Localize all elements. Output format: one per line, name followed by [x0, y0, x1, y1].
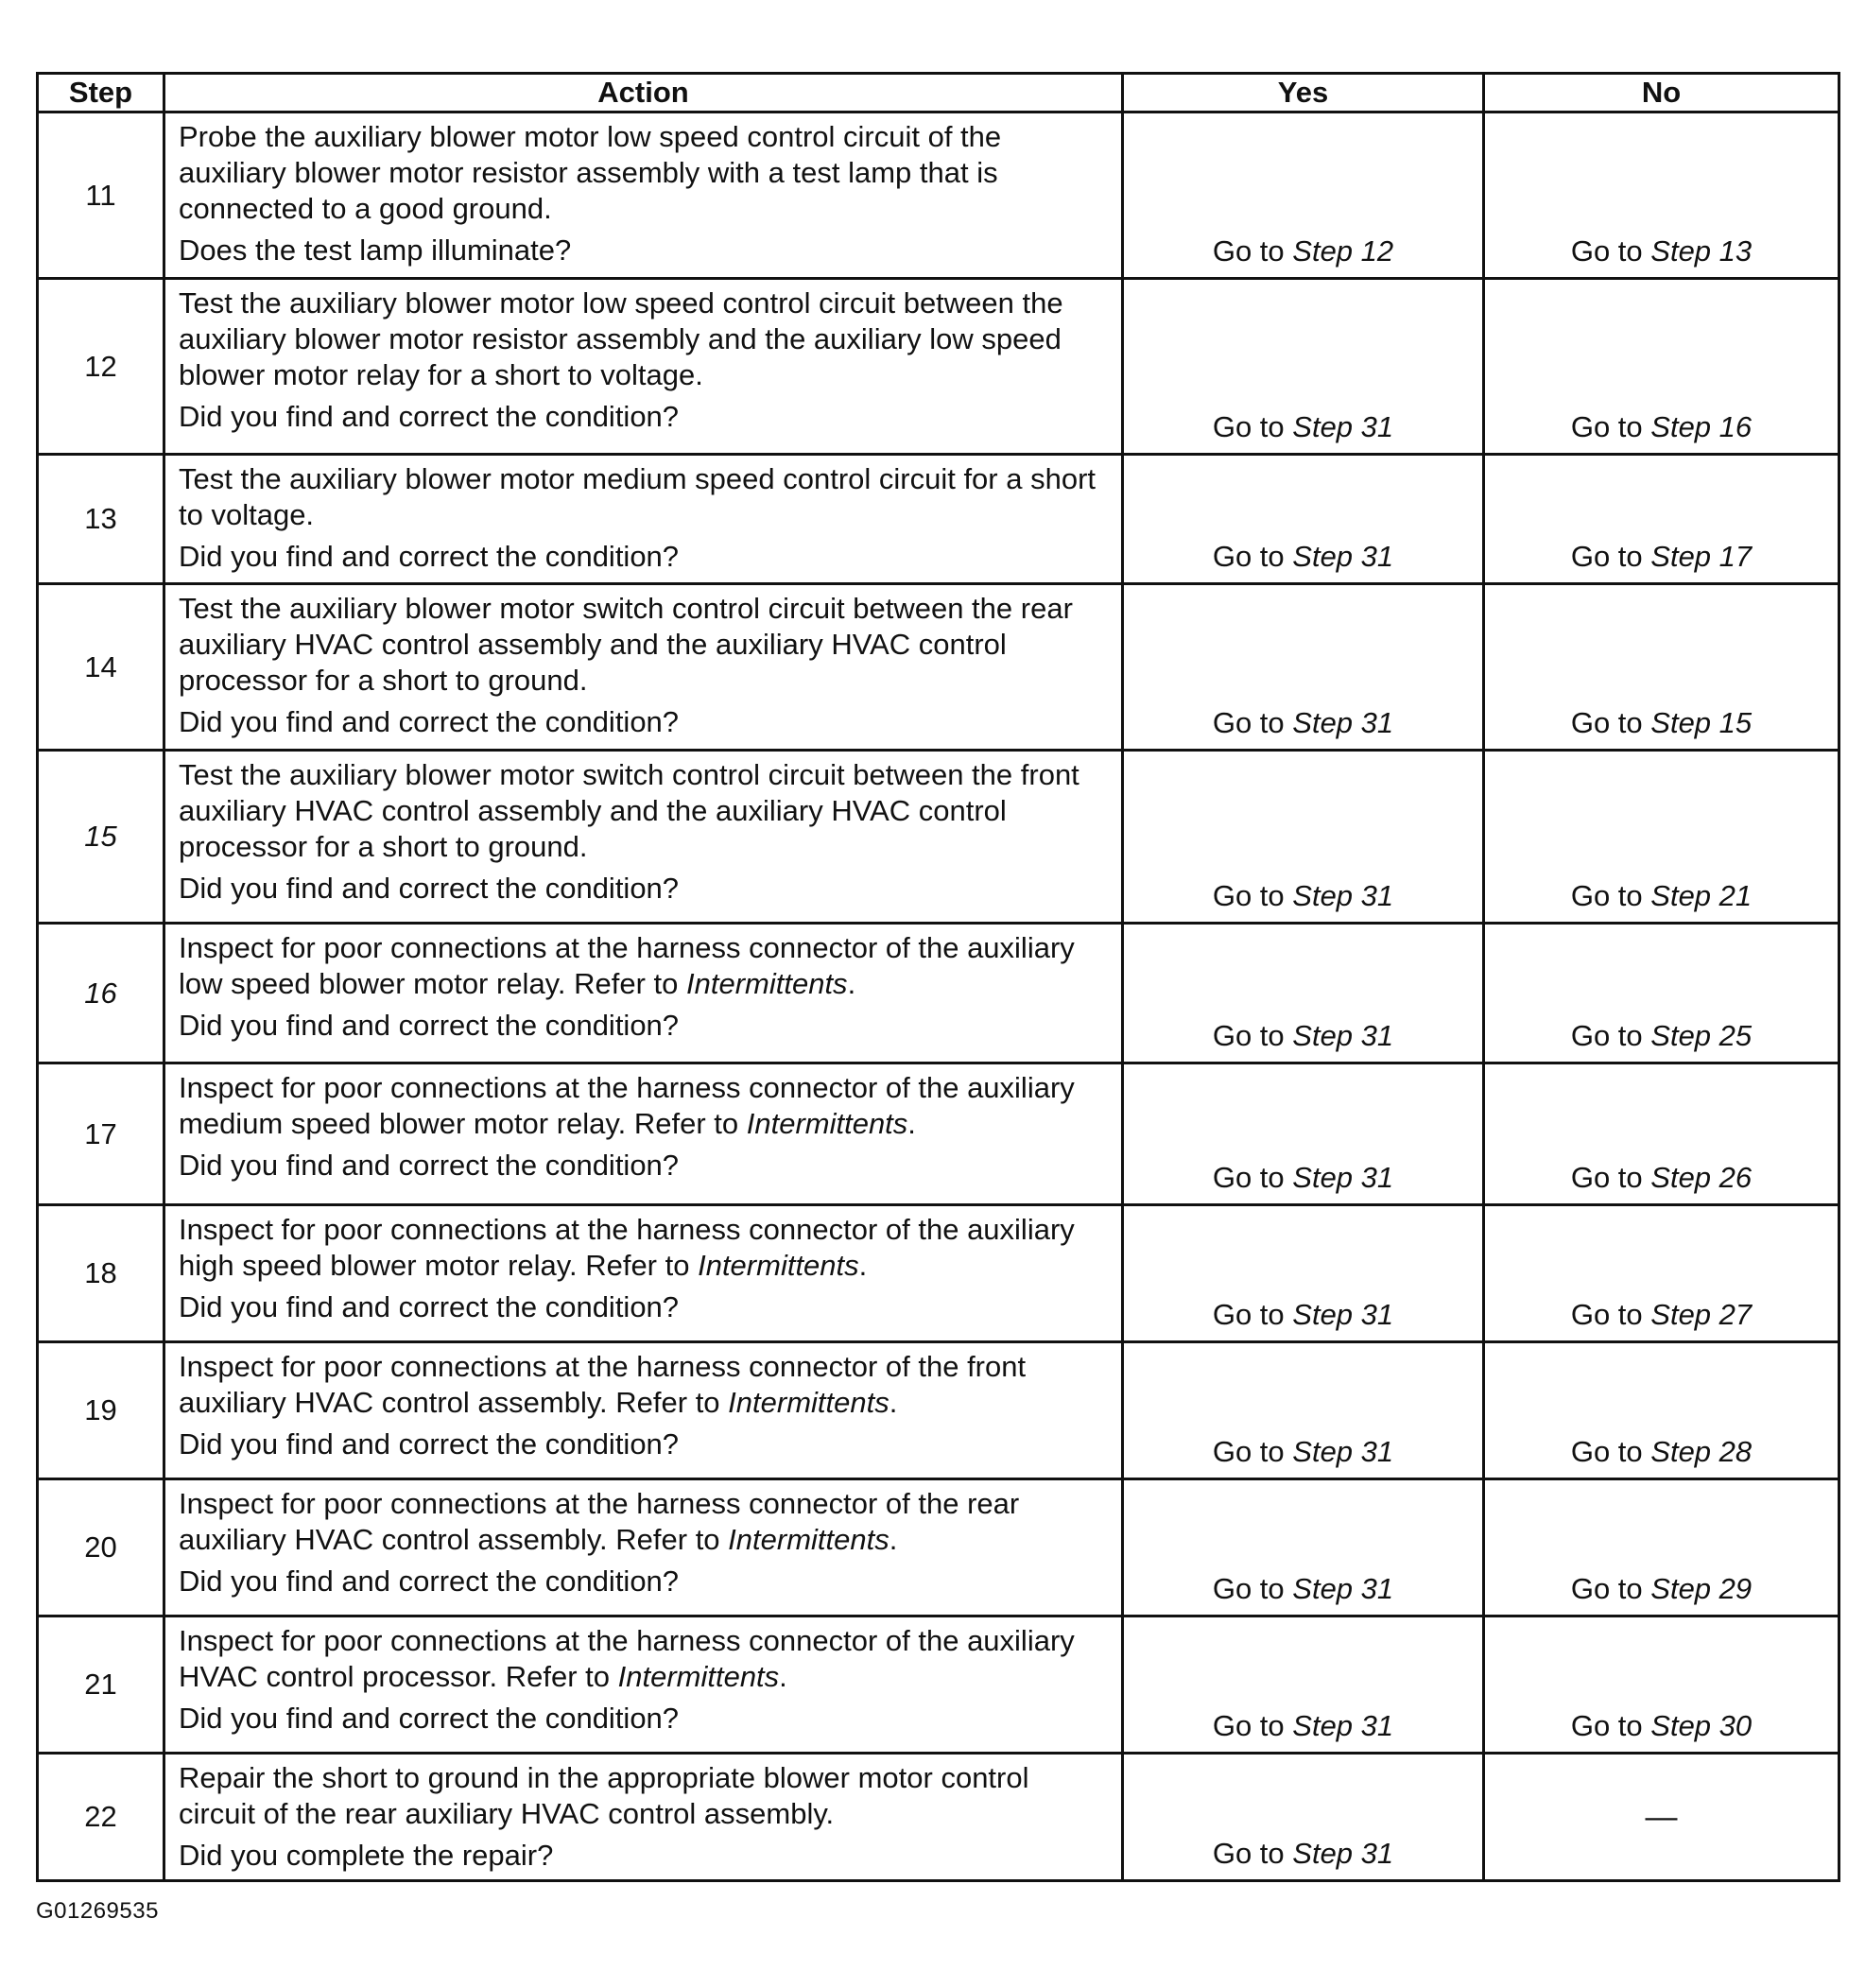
diagnostic-table [36, 72, 1840, 1882]
table-row [38, 1342, 1839, 1479]
no-prefix: Go to [1570, 879, 1651, 912]
no-step-link[interactable]: Step 15 [1650, 706, 1753, 739]
action-text: Test the auxiliary blower motor low speed control circuit between the auxiliary blower motor resistor assembly and the auxiliary low speed blower motor relay for a short to voltage. [179, 286, 1063, 391]
yes-step-link[interactable]: Step 31 [1292, 1837, 1394, 1870]
step-number: 11 [38, 112, 164, 279]
no-cell [1484, 1754, 1839, 1881]
step-number: 22 [38, 1754, 164, 1881]
action-text: Inspect for poor connections at the harness connector of the auxiliary HVAC control processor. Refer to Intermittents. [179, 1624, 1075, 1693]
no-prefix: Go to [1570, 1019, 1651, 1052]
no-cell [1484, 751, 1839, 924]
yes-cell [1123, 1063, 1484, 1205]
table-row [38, 1616, 1839, 1754]
no-cell [1484, 924, 1839, 1063]
figure-id: G01269535 [36, 1898, 159, 1924]
yes-prefix: Go to [1212, 879, 1293, 912]
yes-step-link[interactable]: Step 31 [1292, 1709, 1394, 1742]
yes-prefix: Go to [1212, 706, 1293, 739]
no-prefix: Go to [1570, 706, 1651, 739]
table-header-row [38, 74, 1839, 112]
action-text: Inspect for poor connections at the harness connector of the auxiliary high speed blower motor relay. Refer to Intermittents. [179, 1213, 1075, 1282]
table-row [38, 455, 1839, 584]
no-prefix: Go to [1570, 1435, 1651, 1468]
yes-prefix: Go to [1212, 1019, 1293, 1052]
action-question: Did you find and correct the condition? [179, 1427, 680, 1461]
action-cell [164, 455, 1123, 584]
yes-cell [1123, 1342, 1484, 1479]
yes-cell [1123, 1205, 1484, 1342]
action-question: Did you find and correct the condition? [179, 1564, 680, 1598]
yes-prefix: Go to [1212, 1837, 1293, 1870]
yes-prefix: Go to [1212, 1572, 1293, 1605]
action-question: Did you find and correct the condition? [179, 1290, 680, 1323]
action-cell [164, 1063, 1123, 1205]
yes-cell [1123, 1754, 1484, 1881]
action-text: Inspect for poor connections at the harness connector of the auxiliary medium speed blower motor relay. Refer to Intermittents. [179, 1071, 1075, 1140]
table-row [38, 924, 1839, 1063]
no-cell [1484, 1205, 1839, 1342]
yes-step-link[interactable]: Step 31 [1292, 1161, 1394, 1194]
yes-prefix: Go to [1212, 1709, 1293, 1742]
yes-prefix: Go to [1212, 410, 1293, 443]
action-text: Test the auxiliary blower motor switch control circuit between the front auxiliary HVAC control assembly and the auxiliary HVAC control processor for a short to ground. [179, 758, 1079, 863]
yes-step-link[interactable]: Step 31 [1292, 1435, 1394, 1468]
table-body [38, 112, 1839, 1881]
step-number: 14 [38, 584, 164, 751]
intermittents-link[interactable]: Intermittents [686, 967, 848, 1000]
yes-cell [1123, 279, 1484, 455]
yes-prefix: Go to [1212, 1161, 1293, 1194]
action-cell [164, 112, 1123, 279]
action-question: Did you find and correct the condition? [179, 1149, 680, 1182]
no-step-link[interactable]: Step 21 [1650, 879, 1753, 912]
table-row [38, 1754, 1839, 1881]
no-prefix: Go to [1570, 410, 1651, 443]
yes-cell [1123, 924, 1484, 1063]
intermittents-link[interactable]: Intermittents [698, 1249, 859, 1282]
table-row [38, 751, 1839, 924]
step-number: 17 [38, 1063, 164, 1205]
no-step-link[interactable]: Step 13 [1650, 234, 1753, 268]
no-prefix: Go to [1570, 1709, 1651, 1742]
table-row [38, 1205, 1839, 1342]
step-number: 13 [38, 455, 164, 584]
action-text: Inspect for poor connections at the harness connector of the rear auxiliary HVAC control assembly. Refer to Intermittents. [179, 1487, 1020, 1556]
yes-step-link[interactable]: Step 31 [1292, 1298, 1394, 1331]
header-step: Step [38, 74, 164, 112]
intermittents-link[interactable]: Intermittents [617, 1660, 780, 1693]
step-number: 18 [38, 1205, 164, 1342]
table-row [38, 112, 1839, 279]
table-row [38, 584, 1839, 751]
step-number: 12 [38, 279, 164, 455]
step-number: 19 [38, 1342, 164, 1479]
yes-step-link[interactable]: Step 31 [1292, 1019, 1394, 1052]
yes-cell [1123, 112, 1484, 279]
yes-cell [1123, 1616, 1484, 1754]
yes-cell [1123, 751, 1484, 924]
action-question: Did you complete the repair? [179, 1839, 554, 1872]
intermittents-link[interactable]: Intermittents [728, 1386, 889, 1419]
action-text: Inspect for poor connections at the harness connector of the front auxiliary HVAC control assembly. Refer to Intermittents. [179, 1350, 1027, 1419]
table-row [38, 1479, 1839, 1616]
step-number: 15 [38, 751, 164, 924]
yes-step-link[interactable]: Step 31 [1292, 410, 1394, 443]
no-prefix: Go to [1570, 1298, 1651, 1331]
step-number: 20 [38, 1479, 164, 1616]
action-cell [164, 1342, 1123, 1479]
step-number: 21 [38, 1616, 164, 1754]
no-cell [1484, 279, 1839, 455]
no-cell [1484, 1616, 1839, 1754]
no-cell [1484, 455, 1839, 584]
no-prefix: Go to [1570, 540, 1651, 573]
step-number: 16 [38, 924, 164, 1063]
no-cell [1484, 112, 1839, 279]
action-question: Did you find and correct the condition? [179, 1702, 680, 1735]
no-step-link[interactable]: Step 17 [1650, 540, 1753, 573]
no-step-link[interactable]: Step 29 [1650, 1572, 1753, 1605]
action-cell [164, 1479, 1123, 1616]
action-cell [164, 584, 1123, 751]
no-step-link[interactable]: Step 16 [1650, 410, 1753, 443]
action-question: Did you find and correct the condition? [179, 872, 680, 905]
no-step-link[interactable]: Step 27 [1650, 1298, 1753, 1331]
no-prefix: Go to [1570, 1161, 1651, 1194]
header-no: No [1484, 74, 1839, 112]
no-step-link[interactable]: Step 26 [1650, 1161, 1753, 1194]
no-step-link[interactable]: Step 28 [1650, 1435, 1753, 1468]
action-cell [164, 924, 1123, 1063]
no-step-link[interactable]: Step 30 [1650, 1709, 1753, 1742]
intermittents-link[interactable]: Intermittents [746, 1107, 908, 1140]
no-cell [1484, 1063, 1839, 1205]
yes-prefix: Go to [1212, 1435, 1293, 1468]
table-row [38, 1063, 1839, 1205]
yes-prefix: Go to [1212, 1298, 1293, 1331]
yes-cell [1123, 1479, 1484, 1616]
yes-step-link[interactable]: Step 31 [1292, 540, 1394, 573]
intermittents-link[interactable]: Intermittents [728, 1523, 889, 1556]
action-text: Test the auxiliary blower motor medium speed control circuit for a short to voltage. [179, 462, 1097, 531]
no-prefix: Go to [1570, 234, 1651, 268]
yes-cell [1123, 584, 1484, 751]
yes-step-link[interactable]: Step 31 [1292, 706, 1394, 739]
yes-step-link[interactable]: Step 31 [1292, 879, 1394, 912]
table-row [38, 279, 1839, 455]
no-cell [1484, 1342, 1839, 1479]
action-cell [164, 1616, 1123, 1754]
no-result-dash: — [1645, 1799, 1678, 1835]
action-cell [164, 279, 1123, 455]
action-text: Repair the short to ground in the appropriate blower motor control circuit of the rear auxiliary HVAC control assembly. [179, 1761, 1029, 1830]
action-question: Did you find and correct the condition? [179, 1009, 680, 1042]
action-cell [164, 1205, 1123, 1342]
action-question: Did you find and correct the condition? [179, 705, 680, 738]
yes-prefix: Go to [1212, 234, 1293, 268]
header-yes: Yes [1123, 74, 1484, 112]
action-question: Did you find and correct the condition? [179, 400, 680, 433]
action-text: Test the auxiliary blower motor switch control circuit between the rear auxiliary HVAC control assembly and the auxiliary HVAC control processor for a short to ground. [179, 592, 1073, 697]
action-text: Probe the auxiliary blower motor low speed control circuit of the auxiliary blower motor resistor assembly with a test lamp that is connected to a good ground. [179, 120, 1002, 225]
no-step-link[interactable]: Step 25 [1650, 1019, 1753, 1052]
no-prefix: Go to [1570, 1572, 1651, 1605]
action-text: Inspect for poor connections at the harness connector of the auxiliary low speed blower motor relay. Refer to Intermittents. [179, 931, 1075, 1000]
yes-step-link[interactable]: Step 12 [1292, 234, 1394, 268]
no-cell [1484, 1479, 1839, 1616]
action-cell [164, 1754, 1123, 1881]
action-question: Does the test lamp illuminate? [179, 233, 572, 267]
yes-prefix: Go to [1212, 540, 1293, 573]
yes-cell [1123, 455, 1484, 584]
action-cell [164, 751, 1123, 924]
no-cell [1484, 584, 1839, 751]
header-action: Action [164, 74, 1123, 112]
yes-step-link[interactable]: Step 31 [1292, 1572, 1394, 1605]
action-question: Did you find and correct the condition? [179, 540, 680, 573]
